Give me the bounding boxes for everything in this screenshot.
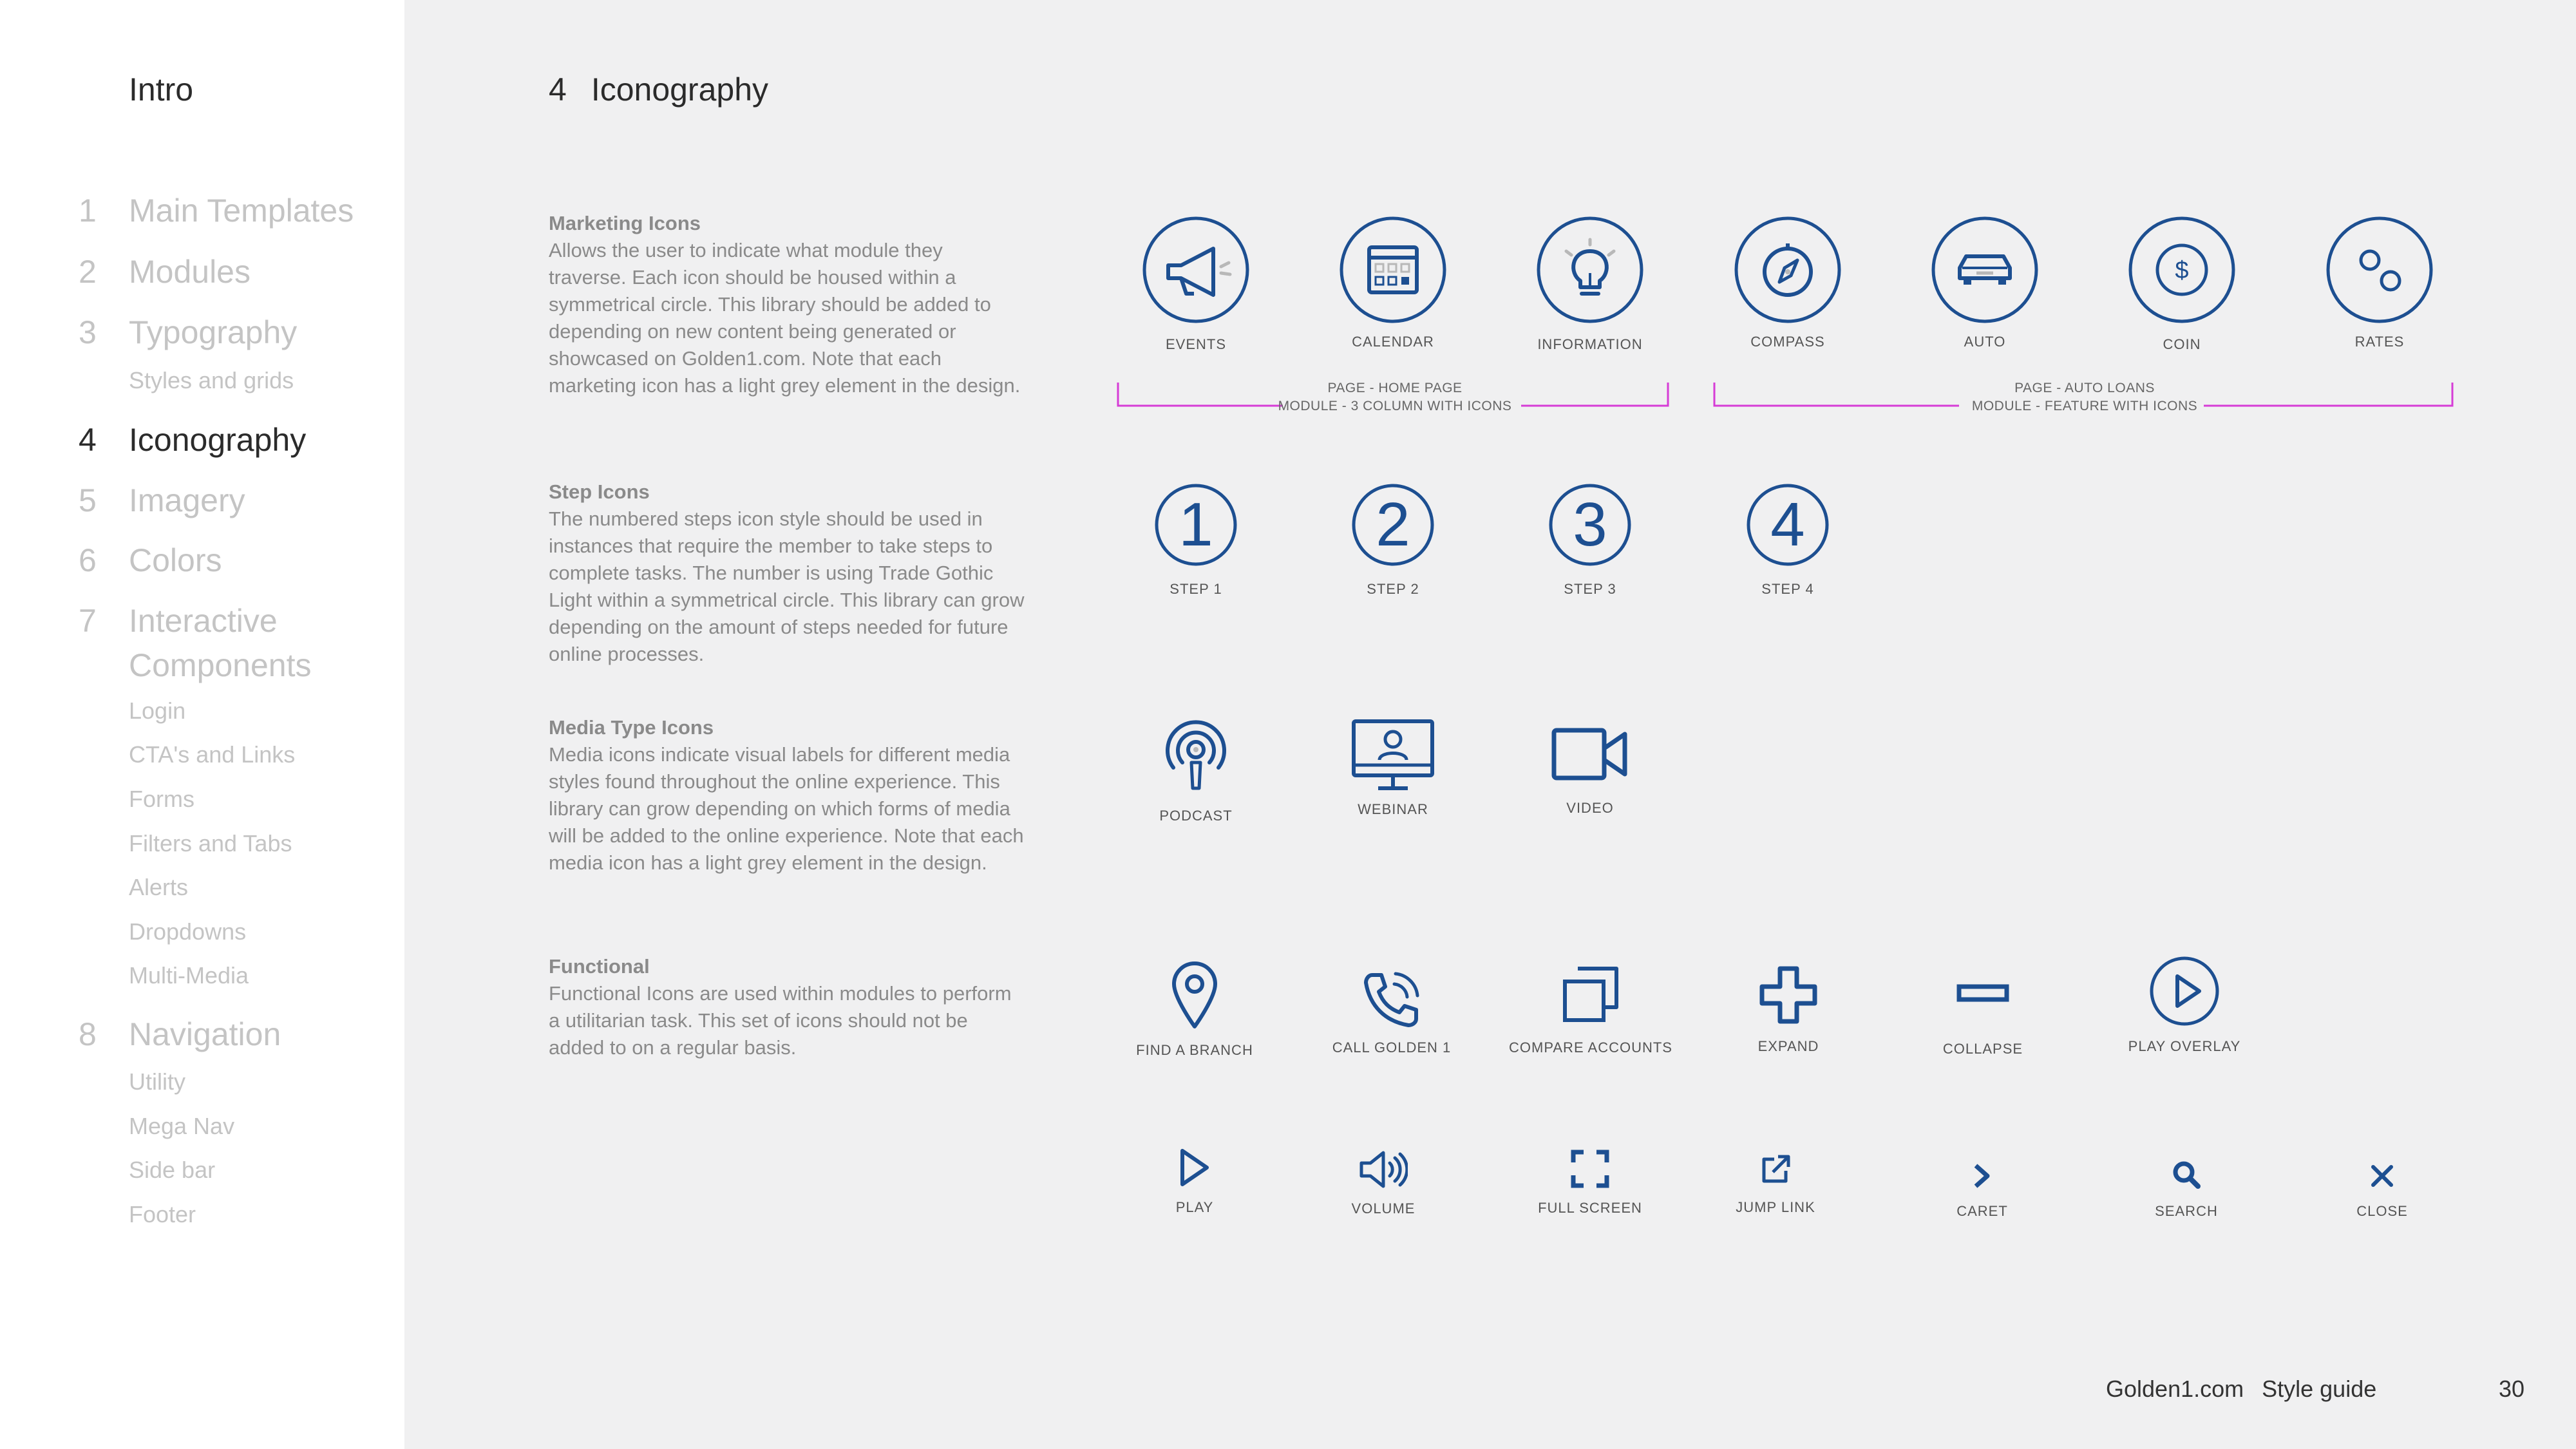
annotation-line: PAGE - AUTO LOANS [2014, 381, 2155, 395]
icon-label: WEBINAR [1358, 801, 1428, 817]
section-body: Functional Icons are used within modules to perform a utilitarian task. This set of icons should not be added to on a regular basis. [549, 982, 1012, 1059]
marketing-icon-calendar [1296, 215, 1490, 350]
step-number: 2 [1376, 490, 1410, 559]
sidebar-item-label: Typography [129, 314, 298, 350]
icon-label: AUTO [1964, 334, 2006, 350]
marketing-icon-coin [2085, 215, 2278, 353]
functional-icon-caret[interactable] [1886, 1163, 2079, 1220]
caret-right-icon [1972, 1163, 1993, 1189]
compass-icon [1733, 215, 1842, 325]
section-heading: Marketing Icons [549, 212, 701, 234]
functional-icon-collapse[interactable] [1886, 984, 2079, 1057]
icon-label: CALENDAR [1352, 334, 1434, 350]
sidebar-subitem-dropdowns[interactable]: Dropdowns [129, 918, 247, 945]
sidebar-subitem-multi-media[interactable]: Multi-Media [129, 962, 249, 989]
percent-icon [2325, 215, 2434, 325]
calendar-icon [1338, 215, 1448, 325]
step-icon-2 [1296, 483, 1490, 598]
sidebar-item-number: 3 [79, 314, 97, 350]
media-icon-webinar [1296, 719, 1490, 818]
volume-icon [1359, 1150, 1408, 1189]
icon-label: PODCAST [1159, 808, 1233, 824]
sidebar-item-number: 2 [79, 254, 97, 290]
car-icon [1930, 215, 2040, 325]
sidebar-item-label: Iconography [129, 422, 307, 458]
annotation-line: MODULE - FEATURE WITH ICONS [1971, 399, 2198, 413]
footer-page-number: 30 [2499, 1376, 2525, 1402]
footer-guide: Style guide [2262, 1376, 2377, 1402]
section-heading: Media Type Icons [549, 716, 714, 739]
coin-icon [2127, 215, 2237, 325]
icon-label: STEP 4 [1761, 581, 1814, 597]
podcast-icon [1160, 717, 1231, 792]
section-heading: Functional [549, 955, 650, 978]
phone-icon [1362, 970, 1421, 1029]
search-icon [2172, 1160, 2201, 1189]
close-icon [2369, 1163, 2395, 1189]
icon-label: CARET [1956, 1203, 2008, 1219]
external-link-icon [1760, 1154, 1791, 1185]
functional-icon-search[interactable] [2090, 1160, 2283, 1220]
footer-brand [2106, 1376, 2376, 1403]
map-pin-icon [1169, 960, 1220, 1030]
annotation-home-page [1202, 379, 1588, 415]
media-icon-video [1493, 726, 1687, 817]
sidebar-subitem-footer[interactable]: Footer [129, 1201, 196, 1227]
section-functional [549, 953, 1025, 1061]
marketing-icon-compass [1691, 215, 1884, 350]
icon-label: CALL GOLDEN 1 [1332, 1039, 1452, 1056]
sidebar-item-number: 6 [79, 542, 97, 578]
icon-label: STEP 3 [1564, 581, 1616, 597]
sidebar-item-label: Imagery [129, 482, 245, 518]
page-number: 4 [549, 71, 567, 108]
annotation-line: MODULE - 3 COLUMN WITH ICONS [1278, 399, 1512, 413]
icon-label: COIN [2163, 336, 2201, 352]
annotation-auto-loans [1891, 379, 2278, 415]
functional-icon-expand[interactable] [1692, 966, 1885, 1055]
section-body: Allows the user to indicate what module they traverse. Each icon should be housed within a symmetrical circle. This library should be added to depending on new content being generated or showcased on Golden1.com. Note that each marketing icon has a light grey element in the design. [549, 239, 1021, 397]
sidebar-subitem-mega-nav[interactable]: Mega Nav [129, 1113, 235, 1139]
step-number: 4 [1770, 490, 1805, 559]
section-body: Media icons indicate visual labels for different media styles found throughout the online experience. This library can grow depending on which forms of media will be added to the online experience. Note that each media icon has a light grey element in the design. [549, 743, 1024, 874]
icon-label: EXPAND [1757, 1038, 1819, 1054]
page-title [549, 71, 768, 108]
icon-label: FIND A BRANCH [1136, 1042, 1253, 1058]
sidebar-intro-link[interactable]: Intro [129, 71, 194, 108]
section-marketing-icons [549, 210, 1025, 399]
sidebar-item-label: Colors [129, 542, 222, 578]
icon-label: COMPARE ACCOUNTS [1509, 1039, 1672, 1056]
icon-label: SEARCH [2155, 1203, 2218, 1219]
functional-icon-full-screen[interactable] [1493, 1150, 1687, 1217]
functional-icon-find-a-branch[interactable] [1098, 960, 1291, 1059]
annotation-line: PAGE - HOME PAGE [1327, 381, 1463, 395]
fullscreen-icon [1571, 1150, 1609, 1188]
step-number: 3 [1573, 490, 1607, 559]
minus-icon [1956, 984, 2009, 1003]
icon-label: FULL SCREEN [1538, 1200, 1642, 1216]
marketing-icon-information [1493, 215, 1687, 353]
svg-text:$: $ [2175, 257, 2189, 284]
step-icon-4 [1691, 483, 1884, 598]
icon-label: STEP 2 [1367, 581, 1419, 597]
icon-label: PLAY [1175, 1199, 1214, 1215]
video-camera-icon [1551, 726, 1629, 782]
functional-icon-compare-accounts[interactable] [1494, 965, 1687, 1056]
sidebar-item-label: Modules [129, 254, 251, 290]
section-media-type-icons [549, 714, 1025, 876]
functional-icon-play-overlay[interactable] [2088, 956, 2281, 1055]
functional-icon-close[interactable] [2286, 1163, 2479, 1220]
icon-label: VIDEO [1566, 800, 1614, 816]
sidebar-subitem-styles-and-grids[interactable]: Styles and grids [129, 367, 294, 393]
marketing-icon-rates [2283, 215, 2476, 350]
icon-label: COLLAPSE [1942, 1041, 2023, 1057]
plus-icon [1759, 966, 1817, 1024]
sidebar-item-number: 8 [79, 1016, 97, 1052]
sidebar-subitem-forms[interactable]: Forms [129, 786, 194, 812]
sidebar-item-label: Main Templates [129, 193, 354, 229]
marketing-icon-events [1099, 215, 1293, 353]
icon-label: INFORMATION [1537, 336, 1643, 352]
sidebar-subitem-alerts[interactable]: Alerts [129, 874, 189, 900]
icon-label: STEP 1 [1170, 581, 1222, 597]
media-icon-podcast [1099, 717, 1293, 824]
sidebar-item-label: Components [129, 647, 312, 683]
icon-label: EVENTS [1165, 336, 1227, 352]
step-icon-1 [1099, 483, 1293, 598]
sidebar-subitem-login[interactable]: Login [129, 697, 186, 724]
footer-site: Golden1.com [2106, 1376, 2244, 1402]
section-heading: Step Icons [549, 480, 650, 503]
sidebar-subitem-ctas-and-links[interactable]: CTA's and Links [129, 741, 296, 768]
sidebar-subitem-utility[interactable]: Utility [129, 1068, 185, 1095]
sidebar-item-number: 5 [79, 482, 97, 518]
section-step-icons [549, 478, 1025, 668]
icon-label: JUMP LINK [1736, 1199, 1815, 1215]
icon-label: VOLUME [1351, 1200, 1416, 1217]
icon-label: CLOSE [2356, 1203, 2408, 1219]
icon-label: RATES [2354, 334, 2405, 350]
sidebar-item-number: 4 [79, 422, 97, 458]
icon-label: COMPASS [1750, 334, 1825, 350]
lightbulb-icon [1535, 215, 1645, 325]
compare-icon [1561, 965, 1620, 1024]
functional-icon-play[interactable] [1098, 1148, 1291, 1216]
page-title-text: Iconography [591, 71, 769, 108]
functional-icon-call-golden-1[interactable] [1295, 970, 1488, 1056]
play-icon [1179, 1148, 1211, 1188]
play-circle-icon [2149, 956, 2220, 1027]
functional-icon-volume[interactable] [1287, 1150, 1480, 1217]
sidebar-item-label: Interactive [129, 603, 278, 639]
sidebar-subitem-side-bar[interactable]: Side bar [129, 1157, 216, 1183]
step-icon-3 [1493, 483, 1687, 598]
marketing-icon-auto [1888, 215, 2081, 350]
megaphone-icon [1141, 215, 1251, 325]
step-number: 1 [1179, 490, 1213, 559]
icon-label: PLAY OVERLAY [2128, 1038, 2241, 1054]
functional-icon-jump-link[interactable] [1679, 1154, 1872, 1216]
sidebar [0, 0, 404, 1449]
sidebar-item-number: 7 [79, 603, 97, 639]
sidebar-subitem-filters-and-tabs[interactable]: Filters and Tabs [129, 830, 292, 857]
webinar-icon [1351, 719, 1435, 792]
sidebar-item-label: Navigation [129, 1016, 281, 1052]
section-body: The numbered steps icon style should be used in instances that require the member to take steps to complete tasks. The number is using Trade Gothic Light within a symmetrical circle. This library can grow depending on the amount of steps needed for future online processes. [549, 507, 1025, 665]
sidebar-item-number: 1 [79, 193, 97, 229]
